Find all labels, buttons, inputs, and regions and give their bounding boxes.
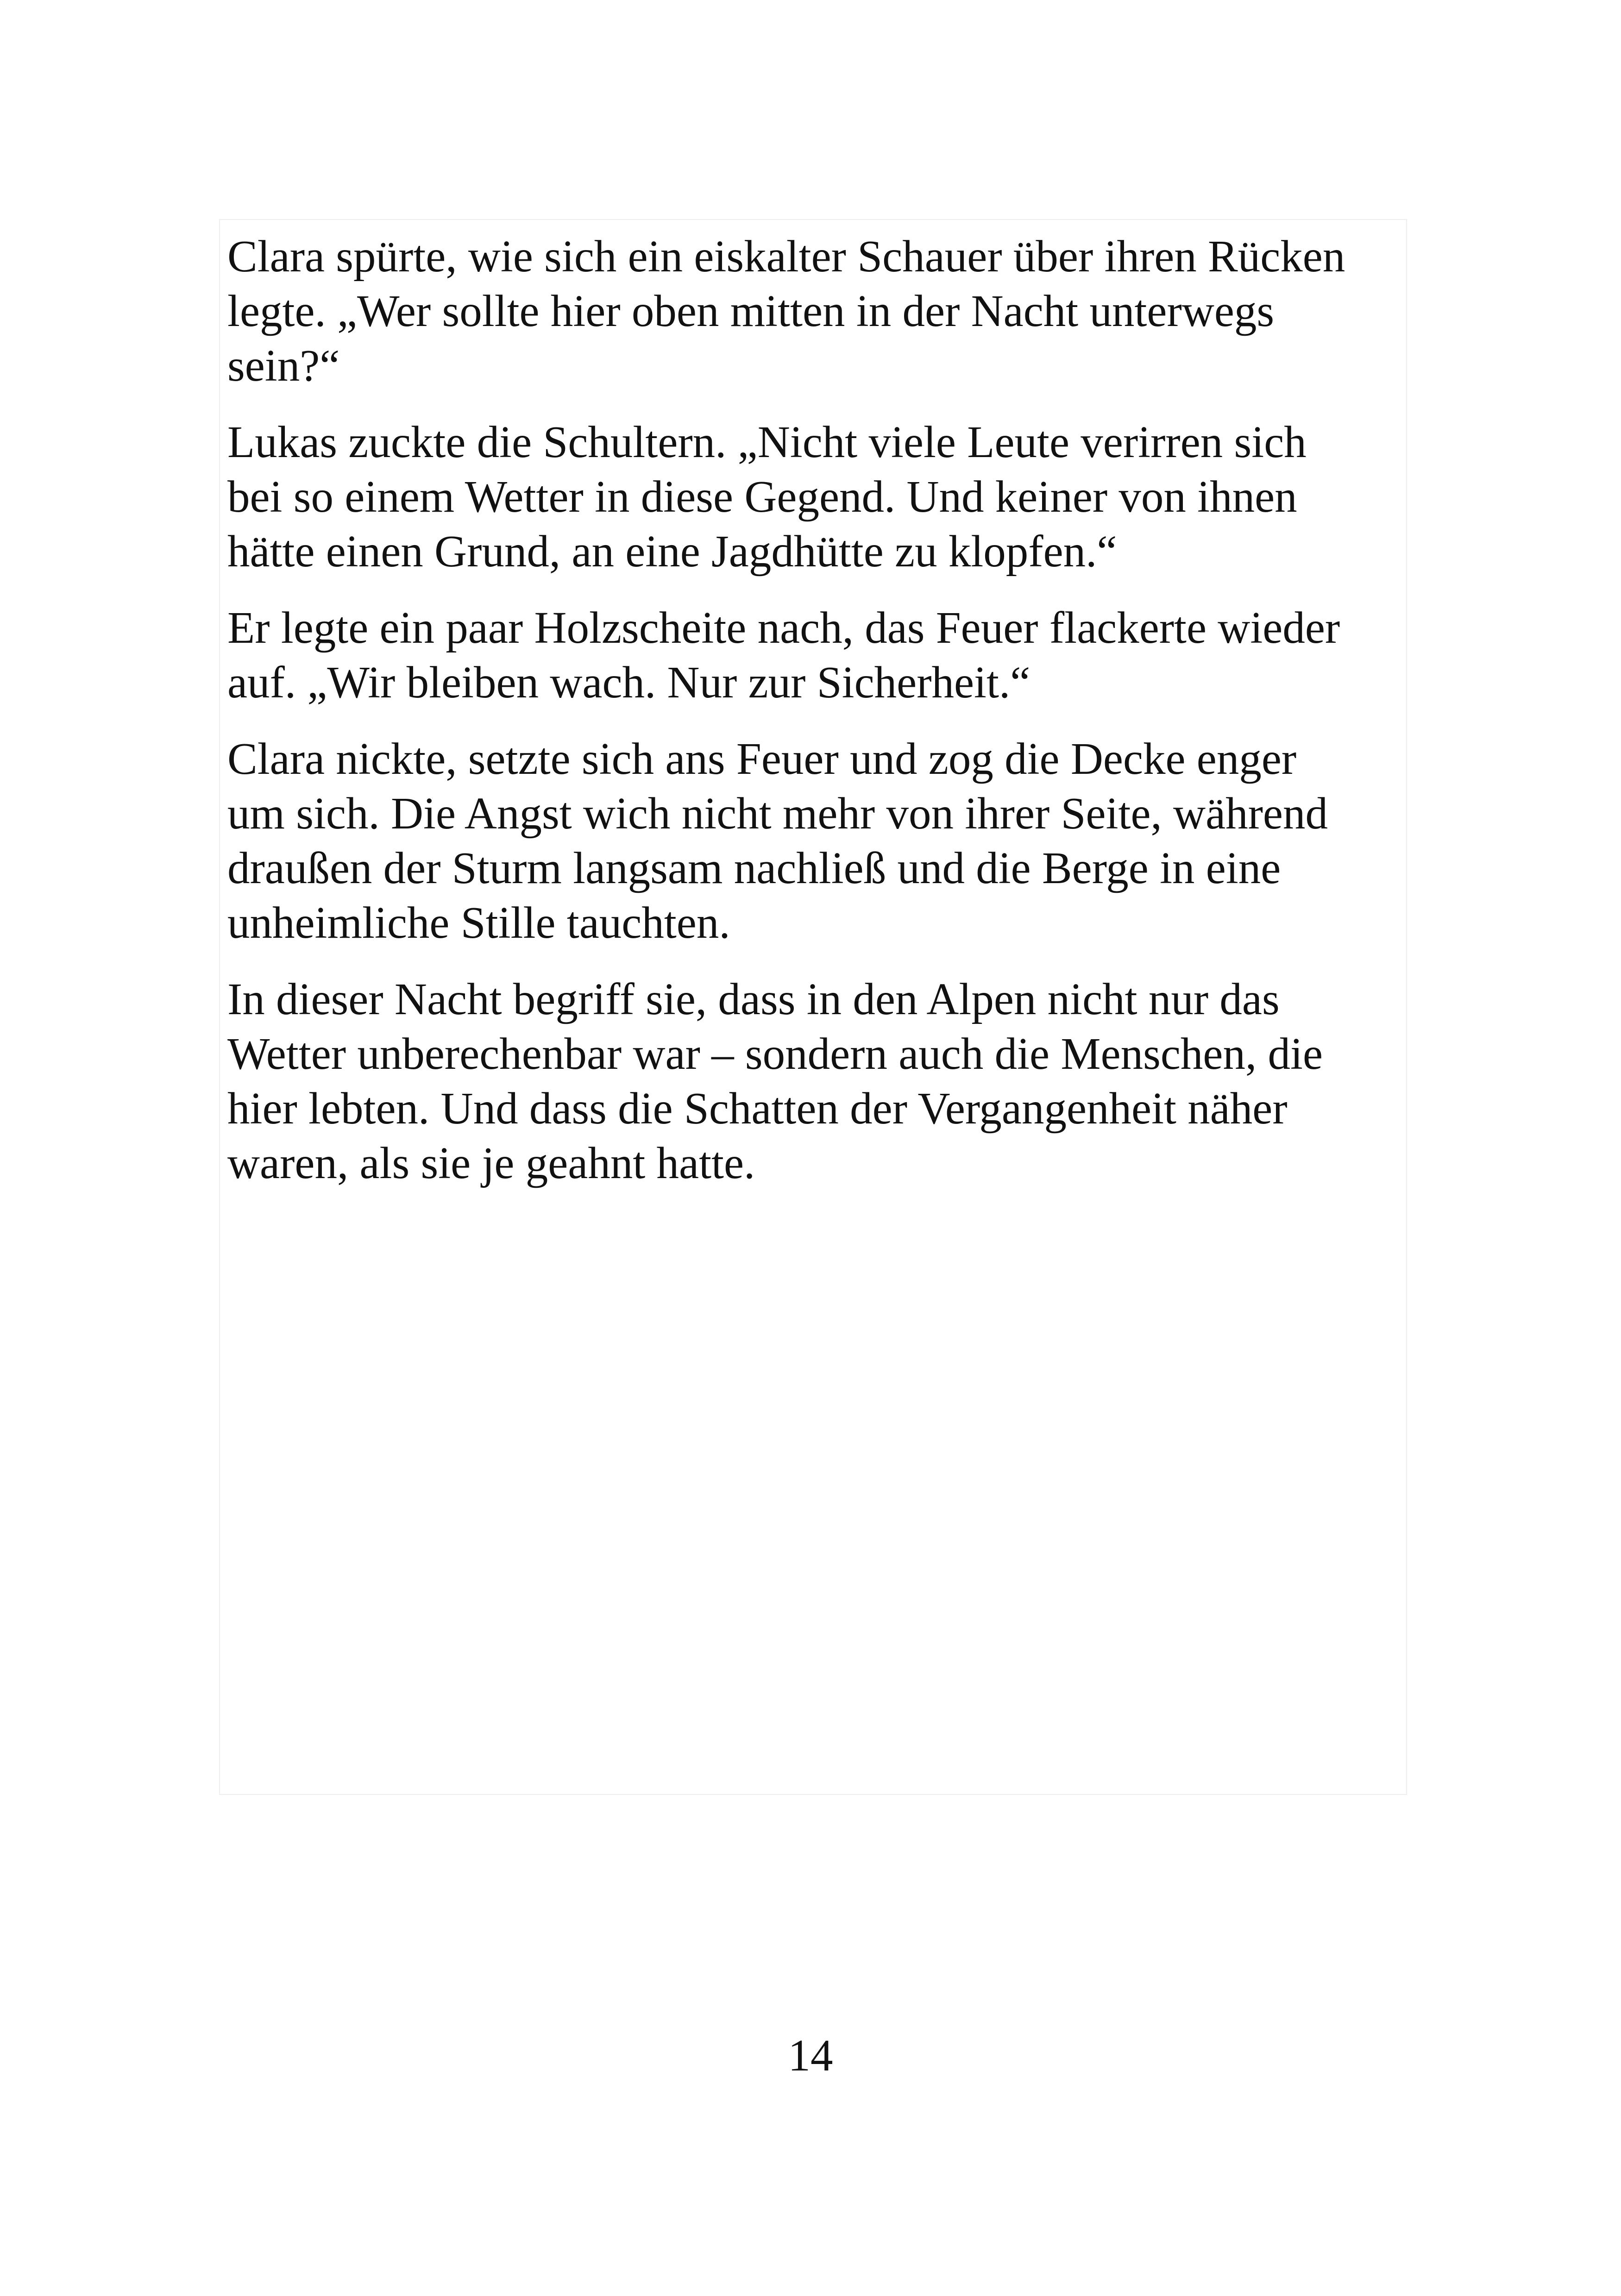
paragraph-4: Clara nickte, setzte sich ans Feuer und zog die Decke enger um sich. Die Angst wich nicht mehr von ihrer Seite, während draußen der Sturm langsam nachließ und die Berge in eine unheimliche Stille tauchten. [227, 734, 1328, 947]
text-frame [219, 219, 1407, 1795]
page-number: 14 [788, 2031, 833, 2080]
paragraph-3: Er legte ein paar Holzscheite nach, das Feuer flackerte wieder auf. „Wir bleiben wach. Nur zur Sicherheit.“ [227, 603, 1340, 707]
paragraph-2: Lukas zuckte die Schultern. „Nicht viele Leute verirren sich bei so einem Wetter in diese Gegend. Und keiner von ihnen hätte einen Grund, an eine Jagdhütte zu klopfen.“ [227, 417, 1307, 576]
paragraph-1: Clara spürte, wie sich ein eiskalter Schauer über ihren Rücken legte. „Wer sollte hier oben mitten in der Nacht unterwegs sein?“ [227, 232, 1345, 390]
paragraph-5: In dieser Nacht begriff sie, dass in den Alpen nicht nur das Wetter unberechenbar war – sondern auch die Menschen, die hier lebten. Und dass die Schatten der Vergangenheit näher waren, als sie je geahnt hatte. [227, 974, 1323, 1188]
